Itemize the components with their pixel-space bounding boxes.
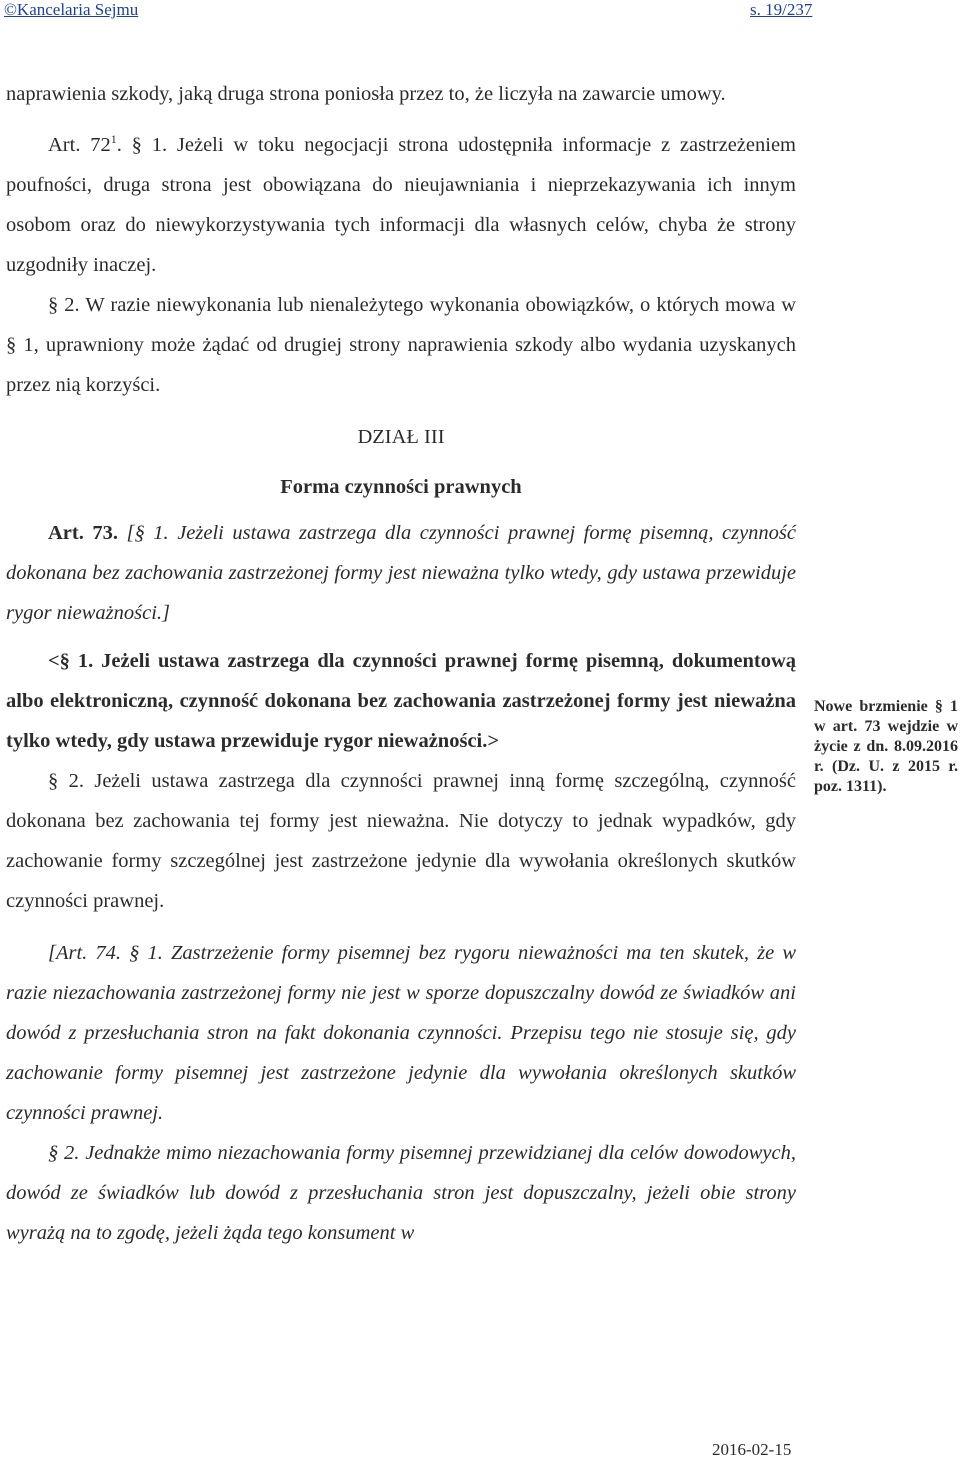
article-73-old: [6, 513, 796, 633]
article-74-section-1: [Art. 74. § 1. Zastrzeżenie formy pisemnej bez rygoru nieważności ma ten skutek, że w razie niezachowania zastrzeżonej formy nie jest w sporze dopuszczalny dowód ze świadków ani dowód z przesłuchania stron na fakt dokonania czynności. Przepisu tego nie stosuje się, gdy zachowanie formy pisemnej jest zastrzeżone jedynie dla wywołania określonych skutków czynności prawnej.: [6, 942, 796, 1124]
article-text: . § 1. Jeżeli w toku negocjacji strona udostępniła informacje z zastrzeżeniem poufności, druga strona jest obowiązana do nieujawniania i nieprzekazywania ich innym osobom oraz do niewykorzystywania tych informacji dla własnych celów, chyba że strony uzgodniły inaczej.: [6, 134, 796, 276]
margin-note: Nowe brzmienie § 1 w art. 73 wejdzie w życie z dn. 8.09.2016 r. (Dz. U. z 2015 r. poz. 1311).: [814, 698, 958, 795]
article-label: Art. 72: [48, 134, 111, 156]
footer-date: 2016-02-15: [712, 1440, 792, 1459]
page-header: [0, 0, 960, 22]
article-superscript: 1: [110, 132, 117, 146]
document-body: [6, 74, 796, 1253]
article-73-section-2: § 2. Jeżeli ustawa zastrzega dla czynności prawnej inną formę szczególną, czynność dokonana bez zachowania tej formy jest nieważna. Nie dotyczy to jednak wypadków, gdy zachowanie formy szczególnej jest zastrzeżone jedynie dla wywołania określonych skutków czynności prawnej.: [6, 770, 796, 912]
article-73-old-text: [§ 1. Jeżeli ustawa zastrzega dla czynności prawnej formę pisemną, czynność dokonana bez zachowania zastrzeżonej formy jest nieważna tylko wtedy, gdy ustawa przewiduje rygor nieważności.]: [6, 522, 796, 624]
copyright-link[interactable]: ©Kancelaria Sejmu: [4, 0, 139, 19]
paragraph-continuation: naprawienia szkody, jaką druga strona poniosła przez to, że liczyła na zawarcie umowy.: [6, 83, 726, 105]
article-72-1: [6, 119, 796, 285]
article-73-new: <§ 1. Jeżeli ustawa zastrzega dla czynności prawnej formę pisemną, dokumentową albo elektroniczną, czynność dokonana bez zachowania zastrzeżonej formy jest nieważna tylko wtedy, gdy ustawa przewiduje rygor nieważności.>: [6, 650, 796, 752]
page-number: s. 19/237: [750, 0, 813, 19]
article-72-1-section-2: § 2. W razie niewykonania lub nienależytego wykonania obowiązków, o których mowa w § 1, uprawniony może żądać od drugiej strony naprawienia szkody albo wydania uzyskanych przez nią korzyści.: [6, 294, 796, 396]
division-subtitle: Forma czynności prawnych: [280, 476, 522, 498]
article-74-section-2: § 2. Jednakże mimo niezachowania formy pisemnej przewidzianej dla celów dowodowych, dowód ze świadków lub dowód z przesłuchania stron jest dopuszczalny, jeżeli obie strony wyrażą na to zgodę, jeżeli żąda tego konsument w: [6, 1142, 796, 1244]
article-label: Art. 73.: [48, 522, 119, 544]
division-title: DZIAŁ III: [357, 426, 445, 448]
